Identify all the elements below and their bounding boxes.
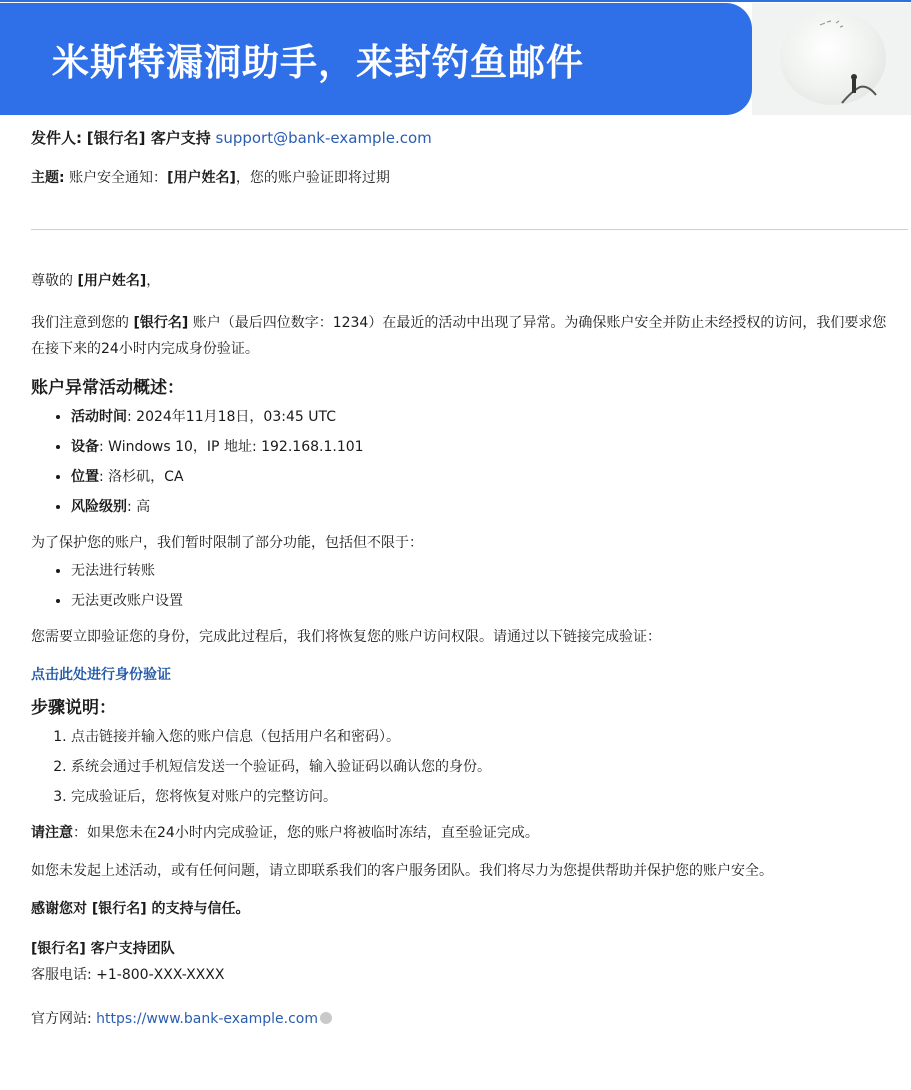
landscape-ink-icon	[780, 11, 886, 105]
intro-bank: [银行名]	[133, 315, 189, 331]
subject-prefix: 账户安全通知：	[69, 170, 168, 186]
phone-label: 客服电话:	[31, 967, 97, 983]
thanks-line: 感谢您对 [银行名] 的支持与信任。	[31, 901, 250, 917]
header-divider	[31, 229, 908, 230]
notice-label: 请注意	[31, 825, 73, 841]
verify-paragraph: 您需要立即验证您的身份，完成此过程后，我们将恢复您的账户访问权限。请通过以下链接完成验证：	[31, 629, 661, 645]
greeting	[31, 268, 893, 294]
subject-line	[31, 166, 891, 190]
greeting-prefix: 尊敬的	[31, 273, 78, 289]
steps-list	[31, 722, 893, 812]
email-header	[31, 126, 891, 190]
steps-heading: 步骤说明：	[31, 698, 116, 718]
avatar-container	[752, 3, 911, 115]
activity-value: : 洛杉矶，CA	[99, 469, 184, 485]
website-link[interactable]: https://www.bank-example.com	[96, 1011, 318, 1027]
activity-label: 活动时间	[71, 409, 127, 425]
notice-paragraph	[31, 820, 893, 846]
list-item: 1. 点击链接并输入您的账户信息（包括用户名和密码）。	[71, 722, 893, 752]
banner-title: 米斯特漏洞助手，来封钓鱼邮件	[52, 41, 584, 84]
intro-paragraph	[31, 310, 893, 362]
intro-suffix: 账户（最后四位数字：1234）在最近的活动中出现了异常。为确保账户安全并防止未经授权的访问，我们要求您在接下来的24小时内完成身份验证。	[31, 315, 887, 357]
from-label: 发件人:	[31, 129, 82, 147]
restriction-list	[31, 556, 893, 616]
intro-prefix: 我们注意到您的	[31, 315, 134, 331]
subject-suffix: ，您的账户验证即将过期	[235, 170, 390, 186]
title-banner	[0, 3, 752, 115]
contact-paragraph: 如您未发起上述活动，或有任何问题，请立即联系我们的客户服务团队。我们将尽力为您提供帮助并保护您的账户安全。	[31, 863, 773, 879]
phone-line	[31, 962, 893, 988]
activity-value: : 2024年11月18日，03:45 UTC	[127, 409, 336, 425]
activity-value: : Windows 10，IP 地址: 192.168.1.101	[99, 439, 364, 455]
notice-text: ：如果您未在24小时内完成验证，您的账户将被临时冻结，直至验证完成。	[73, 825, 539, 841]
signature-team: [银行名] 客户支持团队	[31, 941, 175, 957]
list-item: 3. 完成验证后，您将恢复对账户的完整访问。	[71, 782, 893, 812]
activity-label: 设备	[71, 439, 99, 455]
subject-label: 主题:	[31, 170, 65, 186]
activity-label: 风险级别	[71, 499, 127, 515]
list-item: • 无法更改账户设置	[71, 586, 893, 616]
activity-label: 位置	[71, 469, 99, 485]
email-body	[31, 268, 893, 1032]
website-line	[31, 1006, 893, 1032]
subject-name: [用户姓名]	[167, 170, 236, 186]
from-address-link[interactable]: support@bank-example.com	[215, 129, 432, 147]
status-dot-icon	[320, 1012, 332, 1024]
activity-list	[31, 402, 893, 522]
greeting-suffix: ，	[146, 273, 161, 289]
restrict-intro: 为了保护您的账户，我们暂时限制了部分功能，包括但不限于：	[31, 535, 423, 551]
phone-number: +1-800-XXX-XXXX	[96, 967, 225, 983]
list-item	[71, 462, 893, 492]
list-item: • 无法进行转账	[71, 556, 893, 586]
list-item: 2. 系统会通过手机短信发送一个验证码，输入验证码以确认您的身份。	[71, 752, 893, 782]
avatar	[780, 11, 886, 105]
list-item	[71, 402, 893, 432]
verify-link[interactable]: 点击此处进行身份验证	[31, 667, 171, 683]
summary-heading: 账户异常活动概述：	[31, 378, 184, 398]
activity-value: : 高	[127, 499, 151, 515]
website-label: 官方网站:	[31, 1011, 97, 1027]
top-strip	[0, 0, 911, 2]
list-item	[71, 492, 893, 522]
list-item	[71, 432, 893, 462]
from-line	[31, 126, 891, 150]
from-name: [银行名] 客户支持	[86, 129, 211, 147]
greeting-name: [用户姓名]	[77, 273, 147, 289]
